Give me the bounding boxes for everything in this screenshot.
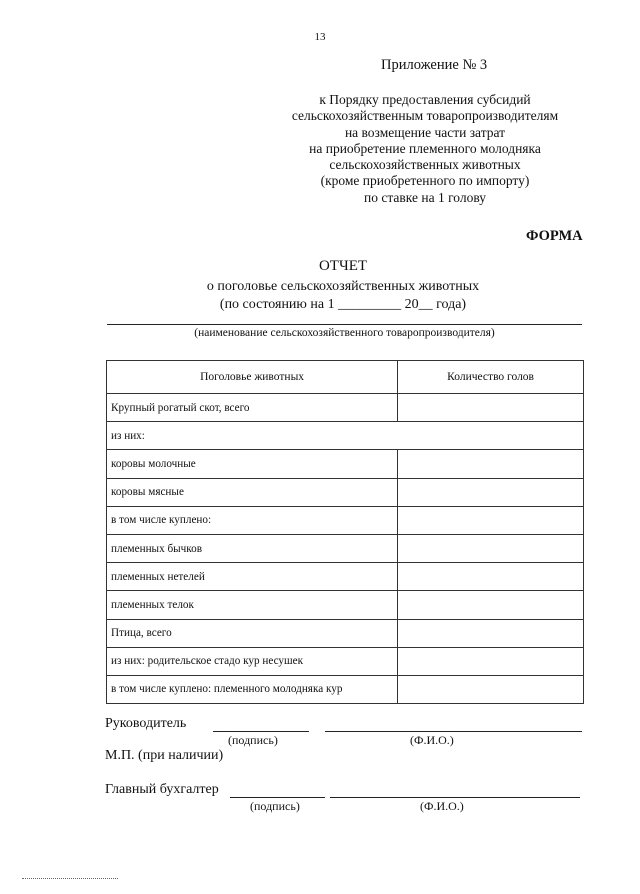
- row-label: из них: родительское стадо кур несушек: [107, 647, 398, 675]
- basis-line: (кроме приобретенного по импорту): [320, 173, 530, 189]
- appendix-title: Приложение № 3: [381, 57, 488, 73]
- head-label: Руководитель: [105, 716, 187, 731]
- head-count-cell: [398, 478, 584, 506]
- producer-name-line: [107, 324, 582, 325]
- table-row: [107, 647, 584, 675]
- head-count-cell: [398, 647, 584, 675]
- head-signature-caption: (подпись): [228, 733, 278, 747]
- footer-mark: [22, 878, 118, 879]
- head-count-cell: [398, 394, 584, 422]
- row-label: коровы мясные: [107, 478, 398, 506]
- producer-caption: (наименование сельскохозяйственного товаропроизводителя): [194, 327, 495, 339]
- table-row: [107, 591, 584, 619]
- row-label: в том числе куплено:: [107, 506, 398, 534]
- head-name-line: [325, 731, 582, 732]
- head-signature-line: [213, 731, 309, 732]
- row-label: Птица, всего: [107, 619, 398, 647]
- head-count-cell: [398, 563, 584, 591]
- basis-line: сельскохозяйственным товаропроизводителям: [291, 108, 559, 124]
- accountant-signature-line: [230, 797, 325, 798]
- report-subtitle: о поголовье сельскохозяйственных животных: [206, 279, 480, 294]
- head-count-cell: [398, 534, 584, 562]
- report-title: ОТЧЕТ: [318, 258, 368, 274]
- head-count-cell: [398, 619, 584, 647]
- basis-line: по ставке на 1 голову: [363, 189, 486, 205]
- appendix-basis: [250, 92, 600, 206]
- head-count-cell: [398, 450, 584, 478]
- stamp-label: М.П. (при наличии): [105, 748, 224, 763]
- row-label: коровы молочные: [107, 450, 398, 478]
- table-row: [107, 506, 584, 534]
- basis-line: сельскохозяйственных животных: [329, 157, 521, 173]
- row-label: в том числе куплено: племенного молодняка кур: [107, 675, 398, 703]
- head-count-cell: [398, 506, 584, 534]
- table-row: [107, 478, 584, 506]
- basis-line: на возмещение части затрат: [344, 124, 506, 140]
- table-row: [107, 422, 584, 450]
- accountant-signature-caption: (подпись): [250, 799, 300, 813]
- table-header-row: [107, 361, 584, 394]
- table-row: [107, 675, 584, 703]
- table-row: [107, 394, 584, 422]
- header-livestock: Поголовье животных: [107, 361, 398, 394]
- head-name-caption: (Ф.И.О.): [410, 733, 454, 747]
- livestock-table: [106, 360, 584, 704]
- report-date-line: (по состоянию на 1 _________ 20__ года): [219, 297, 467, 312]
- accountant-label: Главный бухгалтер: [105, 782, 219, 797]
- basis-line: на приобретение племенного молодняка: [309, 140, 541, 156]
- head-count-cell: [398, 675, 584, 703]
- form-label: ФОРМА: [526, 228, 583, 244]
- page-number: 13: [314, 31, 326, 43]
- row-label: племенных бычков: [107, 534, 398, 562]
- basis-line: к Порядку предоставления субсидий: [319, 92, 531, 107]
- row-label: из них:: [107, 422, 584, 450]
- accountant-name-caption: (Ф.И.О.): [420, 799, 464, 813]
- header-head-count: Количество голов: [398, 361, 584, 394]
- row-label: Крупный рогатый скот, всего: [107, 394, 398, 422]
- row-label: племенных телок: [107, 591, 398, 619]
- head-count-cell: [398, 591, 584, 619]
- table-row: [107, 619, 584, 647]
- accountant-name-line: [330, 797, 580, 798]
- table-row: [107, 534, 584, 562]
- table-row: [107, 563, 584, 591]
- row-label: племенных нетелей: [107, 563, 398, 591]
- table-row: [107, 450, 584, 478]
